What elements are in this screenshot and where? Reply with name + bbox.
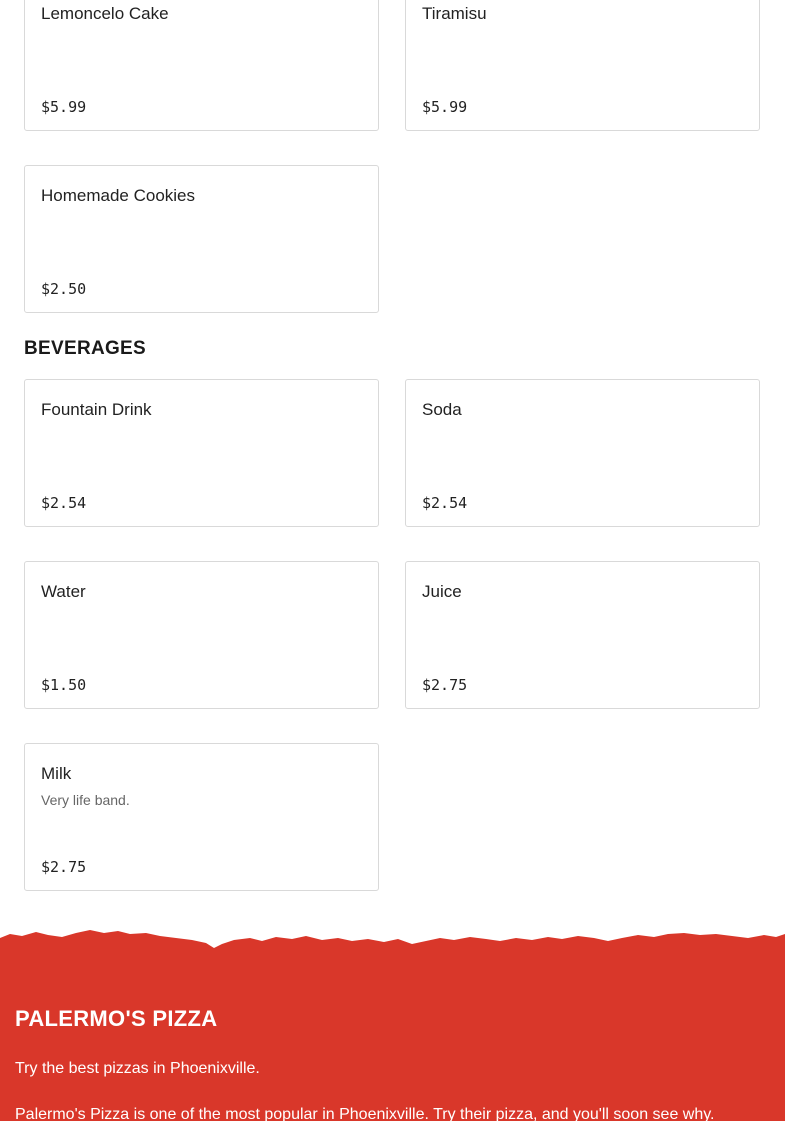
site-footer xyxy=(0,926,785,1121)
footer-tagline: Try the best pizzas in Phoenixville. xyxy=(15,1060,260,1077)
menu-item-price: $2.75 xyxy=(41,858,87,876)
menu-item-name: Milk xyxy=(41,764,72,783)
footer-title: PALERMO'S PIZZA xyxy=(15,1006,218,1031)
menu-item-card[interactable] xyxy=(24,0,379,131)
menu-item-card[interactable] xyxy=(405,379,760,527)
menu-item-card[interactable] xyxy=(405,561,760,709)
menu-item-price: $5.99 xyxy=(422,98,468,116)
menu-item-price: $2.75 xyxy=(422,676,468,694)
menu-item-card[interactable] xyxy=(405,0,760,131)
menu-item-price: $1.50 xyxy=(41,676,87,694)
menu-item-name: Fountain Drink xyxy=(41,400,152,419)
footer-description: Palermo's Pizza is one of the most popular in Phoenixville. Try their pizza, and you'll soon see why. xyxy=(15,1106,715,1123)
menu-item-description: Very life band. xyxy=(41,792,130,808)
menu-item-name: Tiramisu xyxy=(422,4,487,23)
menu-item-name: Soda xyxy=(422,400,462,419)
menu-item-name: Homemade Cookies xyxy=(41,186,196,205)
menu-item-card[interactable] xyxy=(24,743,379,891)
menu-item-card[interactable] xyxy=(24,165,379,313)
menu-item-name: Juice xyxy=(422,582,462,601)
section-heading-beverages: BEVERAGES xyxy=(24,338,147,359)
menu-item-card[interactable] xyxy=(24,561,379,709)
menu-item-price: $5.99 xyxy=(41,98,87,116)
menu-item-price: $2.54 xyxy=(41,494,87,512)
menu-item-price: $2.50 xyxy=(41,280,87,298)
menu-item-name: Water xyxy=(41,582,86,601)
menu-item-name: Lemoncelo Cake xyxy=(41,4,169,23)
menu-item-price: $2.54 xyxy=(422,494,468,512)
menu-item-card[interactable] xyxy=(24,379,379,527)
